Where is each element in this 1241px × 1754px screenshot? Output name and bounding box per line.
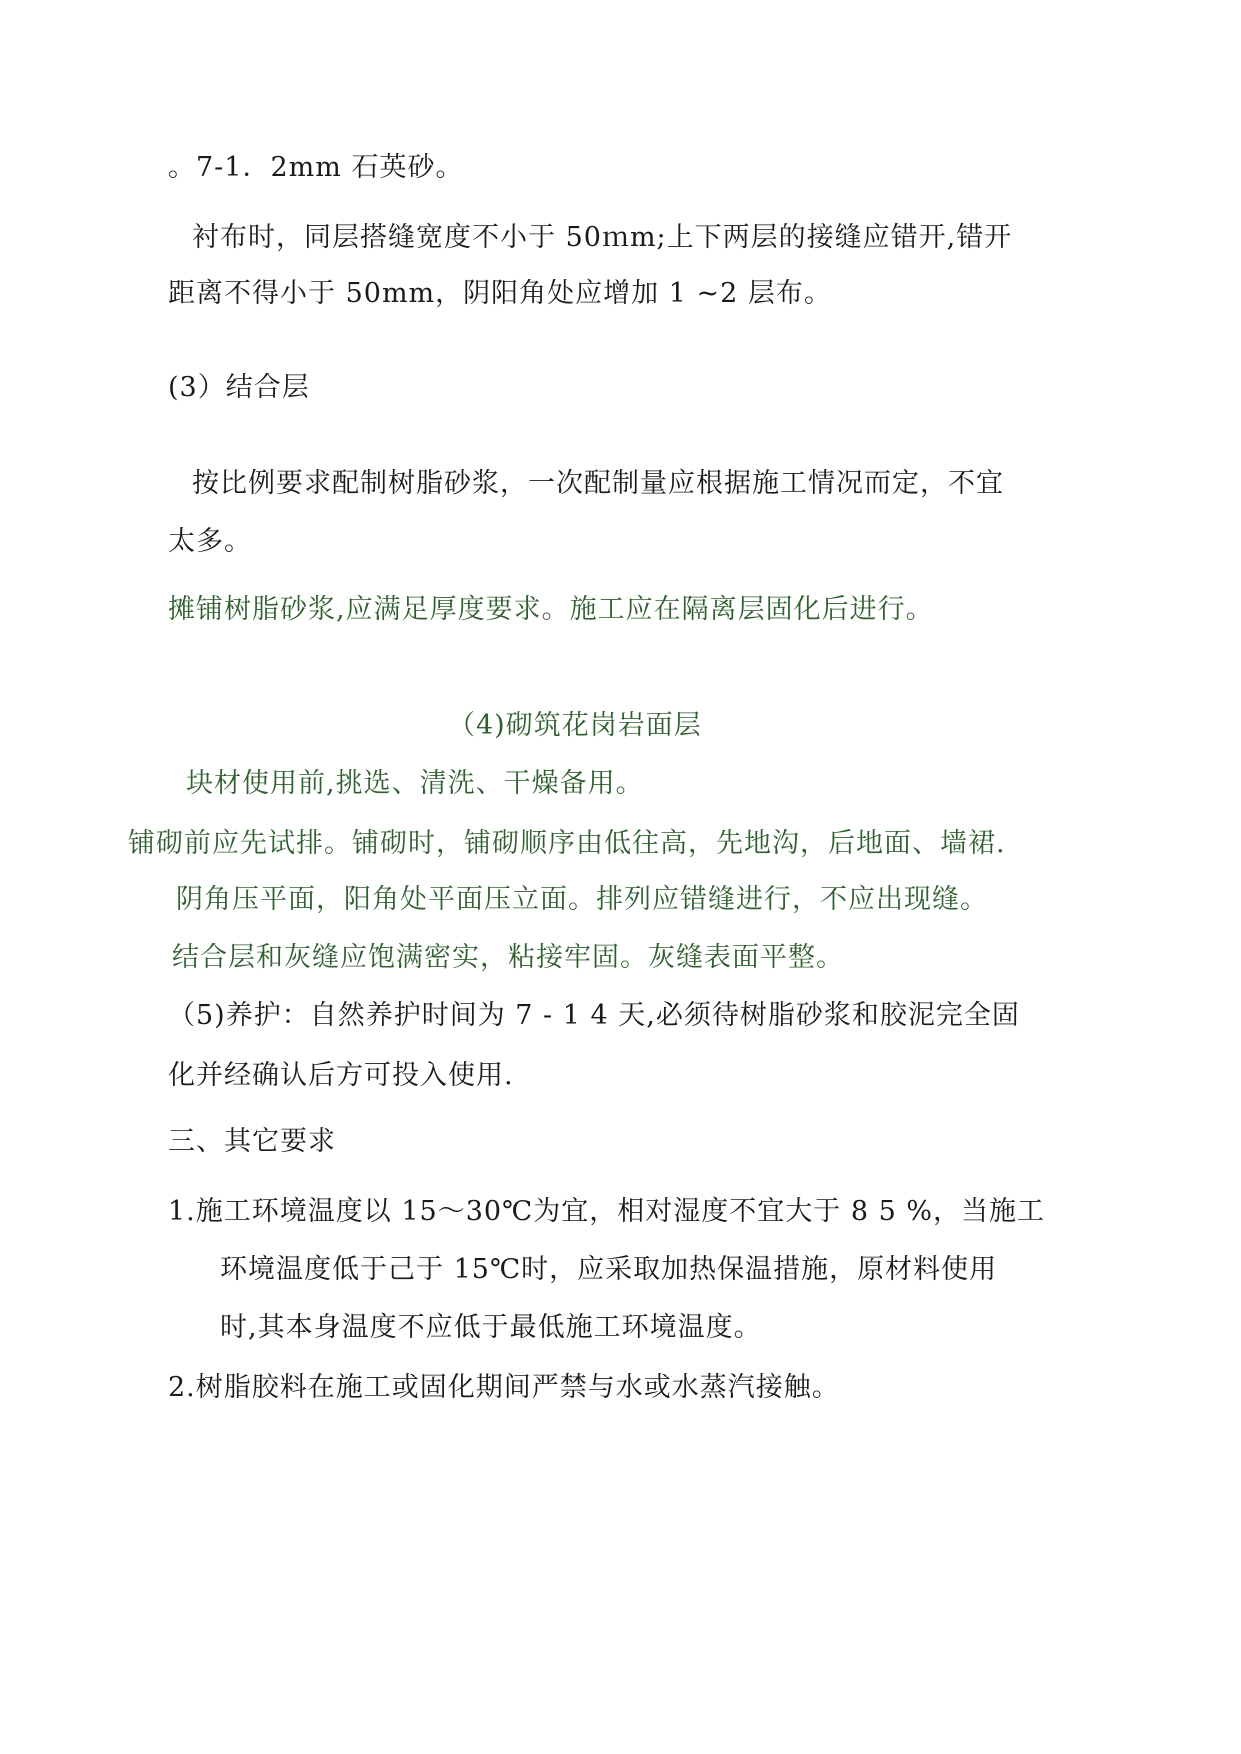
text-line: 。7-1．2mm 石英砂。 xyxy=(168,152,464,183)
text-line: 1.施工环境温度以 15～30℃为宜，相对湿度不宜大于 8 5 %，当施工 xyxy=(168,1196,1046,1227)
text-line: 环境温度低于己于 15℃时，应采取加热保温措施，原材料使用 xyxy=(220,1254,998,1285)
text-line: 结合层和灰缝应饱满密实，粘接牢固。灰缝表面平整。 xyxy=(172,942,844,973)
text-line: 按比例要求配制树脂砂浆，一次配制量应根据施工情况而定，不宜 xyxy=(192,468,1004,499)
section-heading: (3）结合层 xyxy=(168,372,310,403)
text-line: 化并经确认后方可投入使用. xyxy=(168,1060,514,1091)
text-line: 衬布时，同层搭缝宽度不小于 50ｍm;上下两层的接缝应错开,错开 xyxy=(192,222,1013,253)
text-line: 2.树脂胶料在施工或固化期间严禁与水或水蒸汽接触。 xyxy=(168,1372,840,1403)
text-line: 块材使用前,挑选、清洗、干燥备用。 xyxy=(186,768,644,799)
section-heading: 三、其它要求 xyxy=(168,1126,336,1157)
text-line: 时,其本身温度不应低于最低施工环境温度。 xyxy=(220,1312,762,1343)
text-line: 摊铺树脂砂浆,应满足厚度要求。施工应在隔离层固化后进行。 xyxy=(168,594,934,625)
section-heading: （4)砌筑花岗岩面层 xyxy=(448,710,702,741)
text-line: （5)养护：自然养护时间为 7 - 1 4 天,必须待树脂砂浆和胶泥完全固 xyxy=(168,1000,1020,1031)
text-line: 阴角压平面，阳角处平面压立面。排列应错缝进行，不应出现缝。 xyxy=(176,884,988,915)
text-line: 铺砌前应先试排。铺砌时，铺砌顺序由低往高，先地沟，后地面、墙裙. xyxy=(128,828,1006,859)
text-line: 距离不得小于 50mm，阴阳角处应增加 1 ~2 层布。 xyxy=(168,278,832,309)
text-line: 太多。 xyxy=(168,526,252,557)
